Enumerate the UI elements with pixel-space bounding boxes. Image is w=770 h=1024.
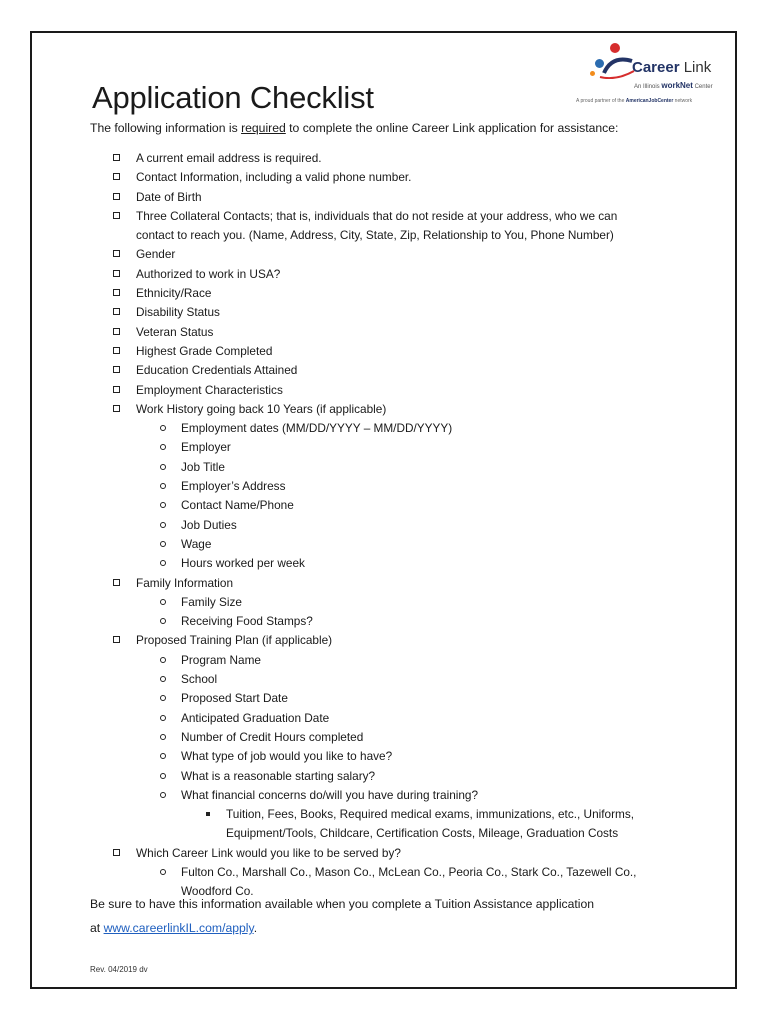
checklist-item <box>32 361 735 380</box>
checklist-item <box>32 593 735 612</box>
checklist-item-label: Family Information <box>136 575 234 590</box>
checklist-item <box>32 786 735 805</box>
checklist-item-label: Date of Birth <box>136 189 202 204</box>
checklist-item <box>32 574 735 593</box>
checklist-item <box>32 477 735 496</box>
checklist-item-label: Ethnicity/Race <box>136 286 212 301</box>
checklist-item-label: Veteran Status <box>136 324 214 339</box>
checklist-item-label: contact to reach you. (Name, Address, City, State, Zip, Relationship to You, Phone Number) <box>136 228 614 243</box>
checklist-item-label: Employment Characteristics <box>136 382 283 397</box>
circle-bullet-icon <box>160 869 166 875</box>
checklist-item <box>32 747 735 766</box>
checklist-item <box>32 554 735 573</box>
checkbox-icon[interactable] <box>113 636 120 643</box>
checkbox-icon[interactable] <box>113 289 120 296</box>
checklist-item-continuation <box>32 824 735 843</box>
checklist-item <box>32 207 735 226</box>
logo-brand-bold: Career <box>632 59 680 76</box>
checklist-item <box>32 535 735 554</box>
checklist-item-label: What is a reasonable starting salary? <box>181 768 376 783</box>
checkbox-icon[interactable] <box>113 405 120 412</box>
intro-text <box>90 121 618 135</box>
circle-bullet-icon <box>160 502 166 508</box>
logo-sub-suffix: Center <box>694 84 713 90</box>
checkbox-icon[interactable] <box>113 193 120 200</box>
checklist-item <box>32 651 735 670</box>
circle-bullet-icon <box>160 734 166 740</box>
closing-prefix: at <box>90 921 104 935</box>
checkbox-icon[interactable] <box>113 212 120 219</box>
circle-bullet-icon <box>160 464 166 470</box>
checkbox-icon[interactable] <box>113 386 120 393</box>
checklist-item-label: Family Size <box>181 594 242 609</box>
circle-bullet-icon <box>160 657 166 663</box>
checklist-item-label: School <box>181 672 218 687</box>
document-page <box>30 31 737 989</box>
logo-tag-ajc: AmericanJobCenter <box>625 98 674 104</box>
checklist-item <box>32 844 735 863</box>
logo-brand <box>632 59 711 76</box>
checkbox-icon[interactable] <box>113 579 120 586</box>
intro-required: required <box>241 121 286 135</box>
logo-sub-prefix: An Illinois <box>634 84 660 90</box>
checklist-item <box>32 342 735 361</box>
circle-bullet-icon <box>160 425 166 431</box>
intro-after: to complete the online Career Link application for assistance: <box>285 121 619 135</box>
checklist-item-label: Equipment/Tools, Childcare, Certification Costs, Mileage, Graduation Costs <box>226 826 619 841</box>
checklist-item <box>32 805 735 824</box>
checklist-item-label: Three Collateral Contacts; that is, individuals that do not reside at your address, who we can <box>136 208 618 223</box>
checklist-item <box>32 612 735 631</box>
checklist-item <box>32 245 735 264</box>
checklist-item <box>32 381 735 400</box>
checklist-item-label: Receiving Food Stamps? <box>181 614 313 629</box>
circle-bullet-icon <box>160 599 166 605</box>
career-link-logo <box>574 41 734 113</box>
checklist-item-label: Tuition, Fees, Books, Required medical exams, immunizations, etc., Uniforms, <box>226 807 635 822</box>
checklist-item <box>32 303 735 322</box>
checklist-item <box>32 419 735 438</box>
checklist-item-label: Contact Name/Phone <box>181 498 294 513</box>
closing-suffix: . <box>253 921 258 935</box>
checklist-item <box>32 631 735 650</box>
checklist-item <box>32 767 735 786</box>
logo-orange-dot <box>590 71 595 76</box>
checklist-item-label: What type of job would you like to have? <box>181 749 393 764</box>
circle-bullet-icon <box>160 483 166 489</box>
checkbox-icon[interactable] <box>113 328 120 335</box>
checklist-item-label: Job Duties <box>181 517 237 532</box>
checklist-item <box>32 516 735 535</box>
checklist-item <box>32 496 735 515</box>
circle-bullet-icon <box>160 541 166 547</box>
checklist <box>32 149 735 902</box>
circle-bullet-icon <box>160 773 166 779</box>
revision-note: Rev. 04/2019 dv <box>90 965 148 974</box>
checklist-item-label: Gender <box>136 247 176 262</box>
checkbox-icon[interactable] <box>113 270 120 277</box>
checklist-item-label: Job Title <box>181 459 225 474</box>
checklist-item-label: Proposed Training Plan (if applicable) <box>136 633 333 648</box>
circle-bullet-icon <box>160 444 166 450</box>
checklist-item-label: Disability Status <box>136 305 220 320</box>
checklist-item <box>32 188 735 207</box>
checklist-item <box>32 728 735 747</box>
checklist-item-label: Employer’s Address <box>181 479 286 494</box>
checkbox-icon[interactable] <box>113 308 120 315</box>
checklist-item-label: Fulton Co., Marshall Co., Mason Co., McLean Co., Peoria Co., Stark Co., Tazewell Co., <box>181 864 637 879</box>
circle-bullet-icon <box>160 618 166 624</box>
checkbox-icon[interactable] <box>113 173 120 180</box>
checkbox-icon[interactable] <box>113 154 120 161</box>
checklist-item-label: Anticipated Graduation Date <box>181 710 330 725</box>
circle-bullet-icon <box>160 560 166 566</box>
checklist-item <box>32 323 735 342</box>
checklist-item <box>32 400 735 419</box>
checklist-item-label: Work History going back 10 Years (if applicable) <box>136 401 387 416</box>
checklist-item-label: Wage <box>181 536 212 551</box>
checklist-item-label: Hours worked per week <box>181 556 305 571</box>
checkbox-icon[interactable] <box>113 250 120 257</box>
checklist-item <box>32 168 735 187</box>
checkbox-icon[interactable] <box>113 347 120 354</box>
checklist-item-label: Education Credentials Attained <box>136 363 298 378</box>
circle-bullet-icon <box>160 522 166 528</box>
apply-link[interactable]: www.careerlinkIL.com/apply <box>103 921 254 935</box>
checklist-item-label: Program Name <box>181 652 261 667</box>
circle-bullet-icon <box>160 753 166 759</box>
logo-tagline <box>576 98 692 104</box>
checklist-item-label: Employment dates (MM/DD/YYYY – MM/DD/YYYY) <box>181 421 453 436</box>
circle-bullet-icon <box>160 676 166 682</box>
checklist-item-label: Number of Credit Hours completed <box>181 729 364 744</box>
checklist-item-label: A current email address is required. <box>136 151 322 165</box>
checkbox-icon[interactable] <box>113 849 120 856</box>
checklist-item <box>32 863 735 882</box>
logo-brand-light: Link <box>683 59 712 76</box>
square-bullet-icon <box>206 812 210 816</box>
checkbox-icon[interactable] <box>113 366 120 373</box>
closing-line-1: Be sure to have this information available when you complete a Tuition Assistance application <box>90 897 595 911</box>
checklist-item <box>32 670 735 689</box>
checklist-item <box>32 689 735 708</box>
checklist-item <box>32 149 735 168</box>
circle-bullet-icon <box>160 695 166 701</box>
logo-tag-suffix: network <box>674 98 693 104</box>
checklist-item <box>32 458 735 477</box>
checklist-item-label: Authorized to work in USA? <box>136 266 281 281</box>
circle-bullet-icon <box>160 715 166 721</box>
checklist-item-label: Woodford Co. <box>181 884 254 899</box>
checklist-item-label: What financial concerns do/will you have during training? <box>181 787 479 802</box>
checklist-item <box>32 709 735 728</box>
checklist-item <box>32 265 735 284</box>
checklist-item-label: Which Career Link would you like to be served by? <box>136 845 401 860</box>
circle-bullet-icon <box>160 792 166 798</box>
logo-sub-worknet: workNet <box>661 81 693 90</box>
page-title: Application Checklist <box>92 80 374 115</box>
checklist-item-label: Contact Information, including a valid phone number. <box>136 170 412 185</box>
checklist-item <box>32 284 735 303</box>
checklist-item <box>32 438 735 457</box>
checklist-item-label: Highest Grade Completed <box>136 343 273 358</box>
checklist-item-label: Proposed Start Date <box>181 691 288 706</box>
closing-line-2 <box>90 921 257 935</box>
intro-before: The following information is <box>90 121 242 135</box>
logo-subtitle <box>634 81 713 90</box>
checklist-item-continuation <box>32 226 735 245</box>
checklist-item-label: Employer <box>181 440 231 455</box>
logo-tag-prefix: A proud partner of the <box>576 98 625 104</box>
